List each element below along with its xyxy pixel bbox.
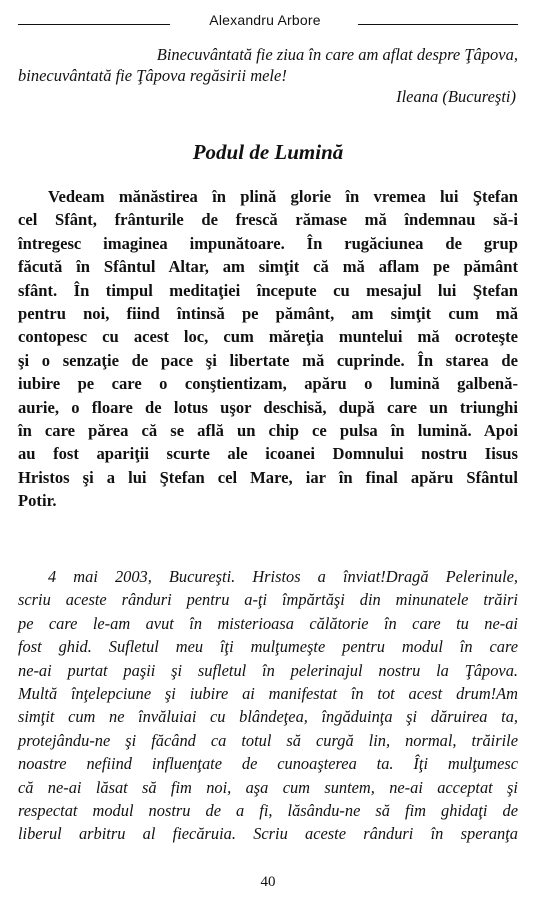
text-line: protejându-ne şi făcând ca totul să curgă lin, normal, trăirile: [18, 730, 518, 750]
letter-paragraph: [18, 565, 518, 846]
page-header: [18, 12, 518, 32]
text-line: au fost apariţii scurte ale icoanei Domnului nostru Iisus: [18, 444, 518, 464]
text-line: ne-ai purtat paşii şi sufletul în pelerinajul nostru la Ţâpova.: [18, 660, 518, 680]
text-line: în care părea că se află un chip ce pulsa în lumină. Apoi: [18, 421, 518, 441]
page-number: 40: [260, 874, 276, 890]
text-line: simţit cum ne învăluiai cu blândeţea, îngăduinţa şi dăruirea ta,: [18, 707, 518, 727]
text-line: aurie, o floare de lotus uşor deschisă, după care un triunghi: [18, 397, 518, 417]
text-line: Multă înţelepciune şi iubire ai manifestat în tot acest drum!Am: [18, 684, 518, 704]
epigraph-line: binecuvântată fie Ţâpova regăsirii mele!: [18, 66, 287, 85]
header-rule-left: [18, 24, 170, 25]
body-paragraph: [18, 185, 518, 513]
running-head: Alexandru Arbore: [209, 12, 321, 28]
text-line: Vedeam mănăstirea în plină glorie în vremea lui Ştefan: [48, 187, 518, 206]
text-line: întregesc imaginea impunătoare. În rugăciunea de grup: [18, 233, 518, 253]
text-line: liberul arbitru al fiecăruia. Scriu aceste rânduri în speranţa: [18, 824, 518, 844]
text-line: respectat modul nostru de a fi, lăsându-ne să fim ghidaţi de: [18, 801, 518, 821]
text-line: că ne-ai lăsat să fim noi, aşa cum suntem, ne-ai acceptat şi: [18, 777, 518, 797]
text-line: Hristos şi a lui Ştefan cel Mare, iar în final apăru Sfântul: [18, 467, 518, 487]
text-line: 4 mai 2003, Bucureşti. Hristos a înviat!Dragă Pelerinule,: [48, 567, 518, 586]
text-line: scriu aceste rânduri pentru a-ţi împărtăşi din minunatele trăiri: [18, 590, 518, 610]
text-line: contopesc cu acest loc, cum măreţia muntelui mă ocroteşte: [18, 327, 518, 347]
epigraph: [18, 44, 518, 107]
text-line: sfânt. În timpul meditaţiei începute cu mesajul lui Ştefan: [18, 280, 518, 300]
text-line: noastre nefiind influenţate de cunoaşterea ta. Îţi mulţumesc: [18, 754, 518, 774]
text-line: iubire pe care o conştientizam, apăru o lumină galbenă-: [18, 374, 518, 394]
text-line: pentru noi, fiind întinsă pe pământ, am simţit cum mă: [18, 304, 518, 324]
text-line: Potir.: [18, 491, 57, 511]
chapter-title: Podul de Lumină: [192, 140, 344, 164]
text-line: pe care le-am avut în misterioasa călătorie în care tu ne-ai: [18, 613, 518, 633]
epigraph-signature: Ileana (Bucureşti): [396, 87, 516, 106]
text-line: cel Sfânt, frânturile de frescă rămase mă îndemnau să-i: [18, 210, 518, 230]
text-line: şi o senzaţie de pace şi libertate mă cuprinde. În starea de: [18, 350, 518, 370]
header-rule-right: [358, 24, 518, 25]
text-line: fost ghid. Sufletul meu îţi mulţumeşte pentru modul în care: [18, 637, 518, 657]
epigraph-line: Binecuvântată fie ziua în care am aflat despre Ţâpova,: [156, 45, 518, 64]
text-line: făcută în Sfântul Altar, am simţit că mă aflam pe pământ: [18, 257, 518, 277]
